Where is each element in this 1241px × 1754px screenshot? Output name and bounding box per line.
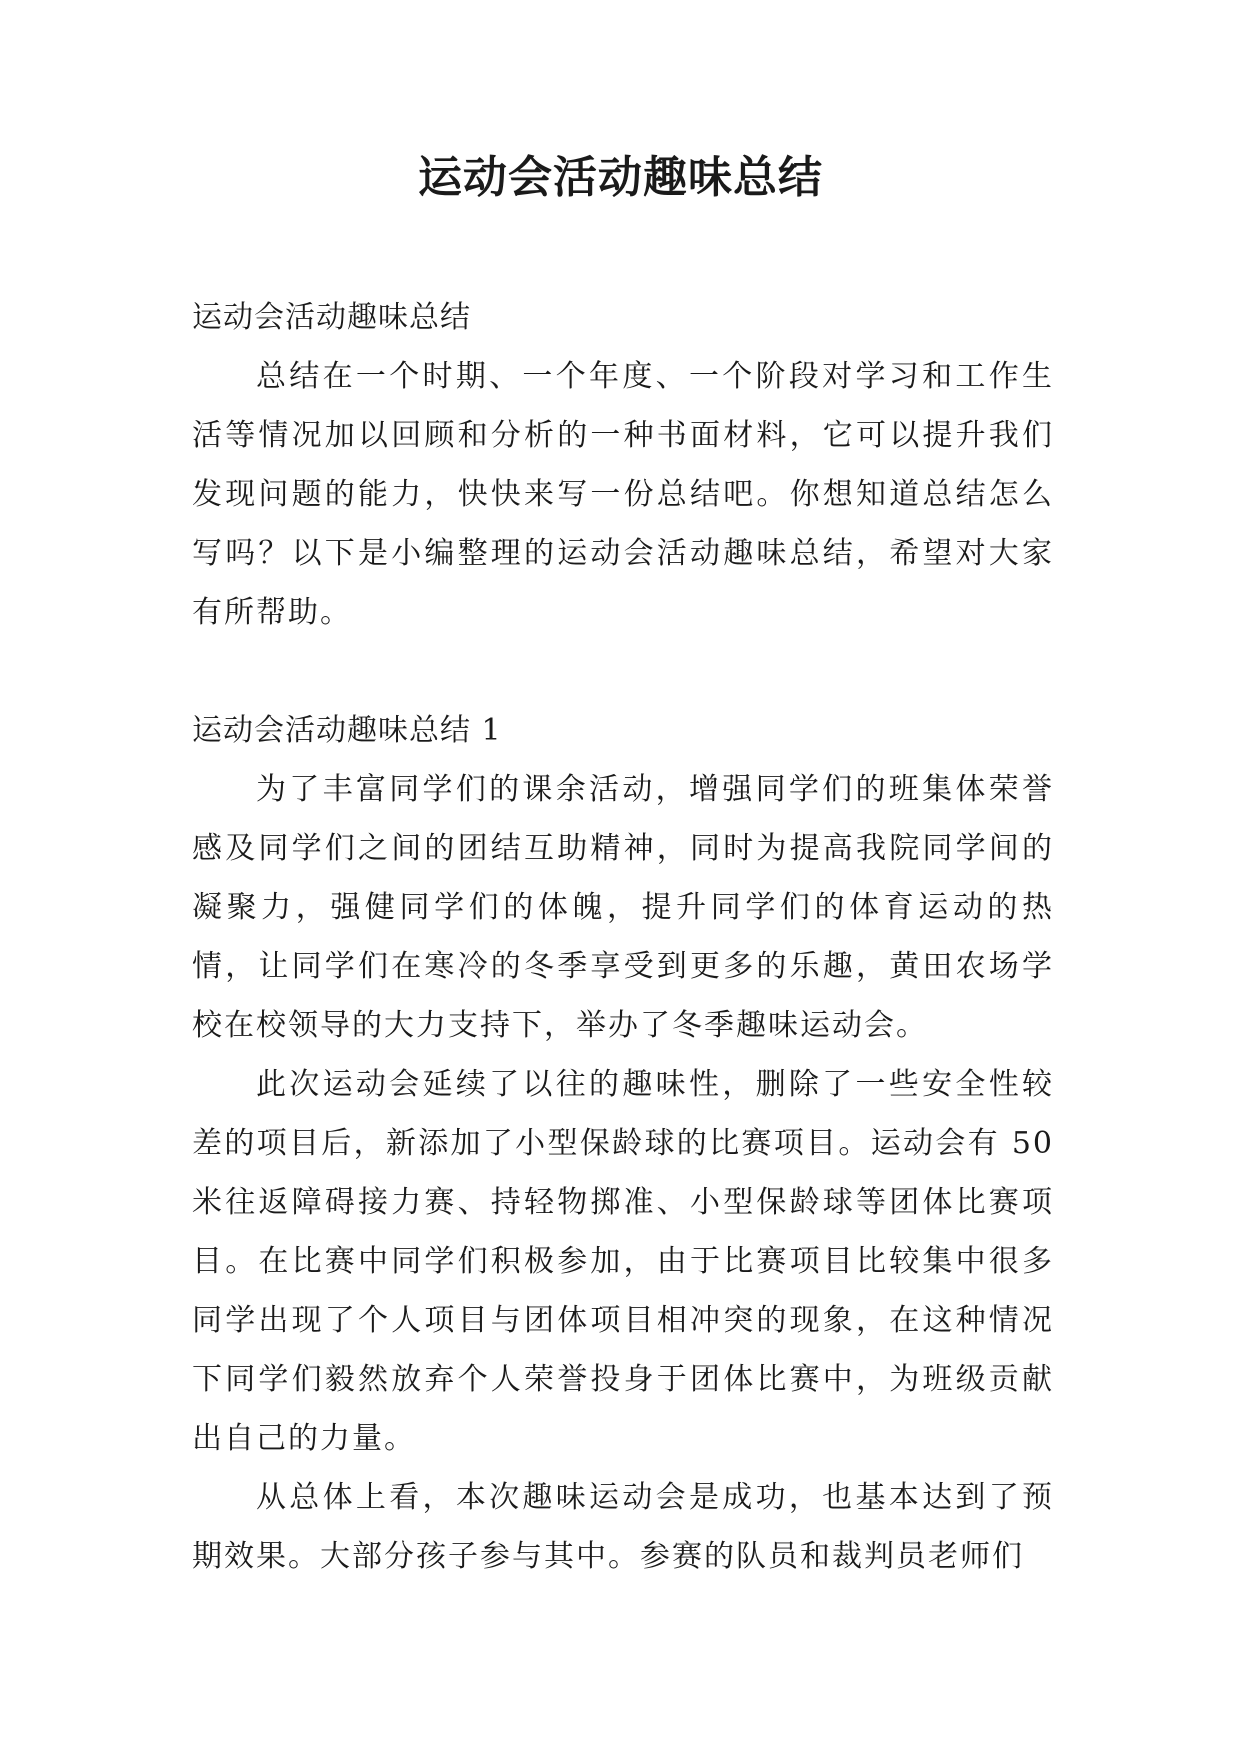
section1-paragraph-1: 为了丰富同学们的课余活动，增强同学们的班集体荣誉感及同学们之间的团结互助精神，同时为提高我院同学间的凝聚力，强健同学们的体魄，提升同学们的体育运动的热情，让同学们在寒冷的冬季享受到更多的乐趣，黄田农场学校在校领导的大力支持下，举办了冬季趣味运动会。 bbox=[192, 772, 1054, 1043]
section-spacer bbox=[192, 642, 1054, 701]
section1-paragraph-2: 此次运动会延续了以往的趣味性，删除了一些安全性较差的项目后，新添加了小型保龄球的比赛项目。运动会有 50 米往返障碍接力赛、持轻物掷准、小型保龄球等团体比赛项目。在比赛中同学们积极参加，由于比赛项目比较集中很多同学出现了个人项目与团体项目相冲突的现象，在这种情况下同学们毅然放弃个人荣誉投身于团体比赛中，为班级贡献出自己的力量。 bbox=[192, 1067, 1054, 1456]
section1-heading: 运动会活动趣味总结 1 bbox=[192, 713, 502, 748]
section1-paragraph-3: 从总体上看，本次趣味运动会是成功，也基本达到了预期效果。大部分孩子参与其中。参赛的队员和裁判员老师们 bbox=[192, 1480, 1054, 1574]
intro-heading: 运动会活动趣味总结 bbox=[192, 300, 471, 335]
document-title: 运动会活动趣味总结 bbox=[418, 152, 823, 203]
intro-paragraph: 总结在一个时期、一个年度、一个阶段对学习和工作生活等情况加以回顾和分析的一种书面材料，它可以提升我们发现问题的能力，快快来写一份总结吧。你想知道总结怎么写吗？以下是小编整理的运动会活动趣味总结，希望对大家有所帮助。 bbox=[192, 359, 1054, 630]
document-body bbox=[192, 288, 1054, 1586]
